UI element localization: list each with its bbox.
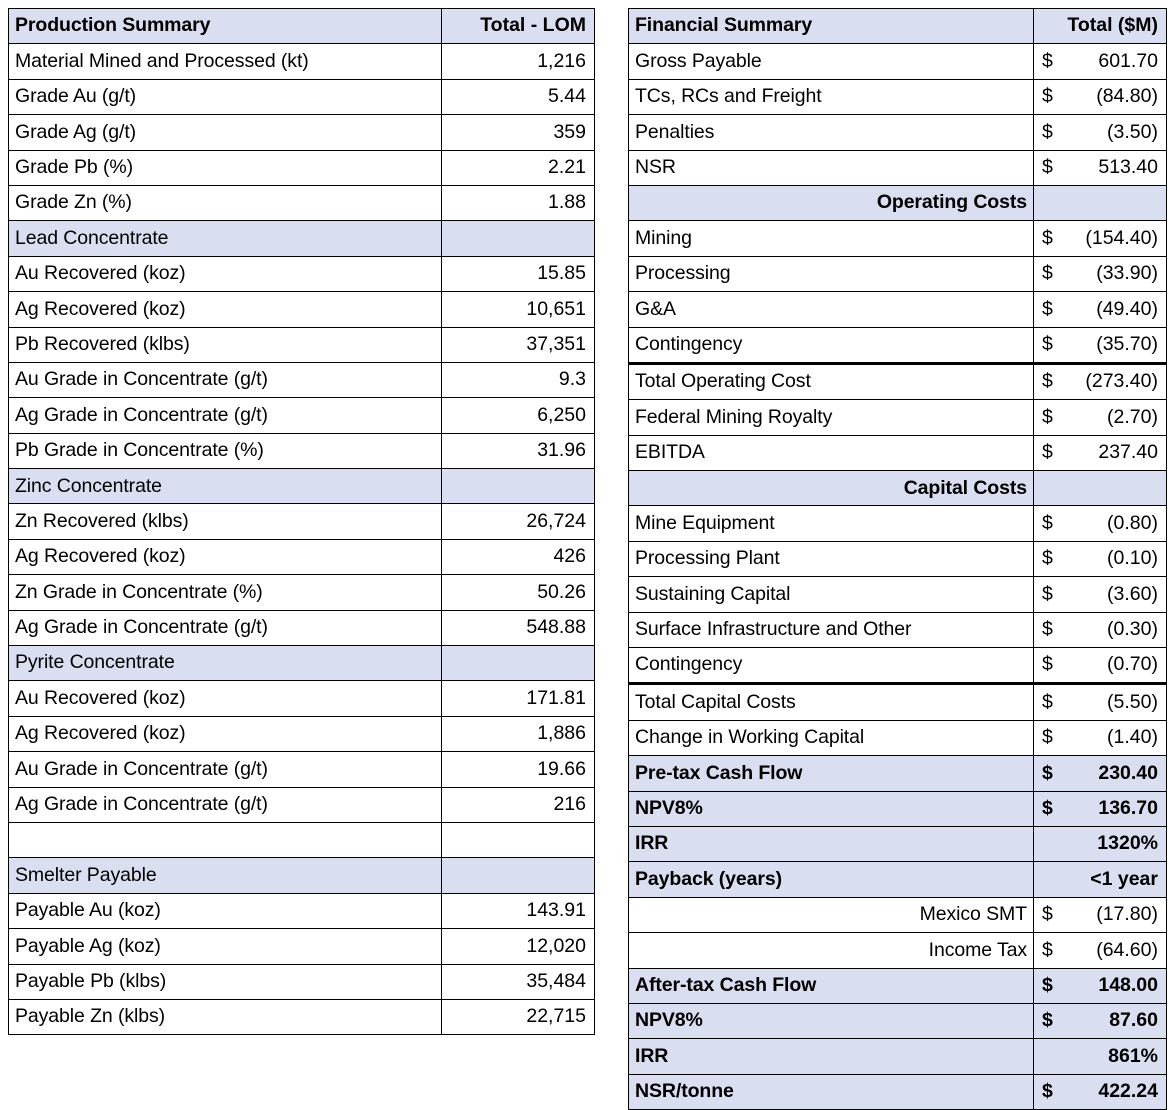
row-value: [1034, 327, 1167, 363]
table-row: [9, 964, 595, 999]
row-value: [1034, 612, 1167, 647]
currency-symbol: $: [1042, 1080, 1053, 1103]
table-row: [629, 541, 1167, 576]
table-row: [9, 433, 595, 468]
row-value: 19.66: [442, 752, 595, 787]
row-label: Pre-tax Cash Flow: [629, 756, 1034, 791]
currency-symbol: $: [1042, 441, 1053, 464]
table-row: [9, 292, 595, 327]
row-label: After-tax Cash Flow: [629, 968, 1034, 1003]
table-row: [629, 1039, 1167, 1074]
row-value: 359: [442, 115, 595, 150]
production-header-label: Production Summary: [9, 9, 442, 44]
row-label: Ag Recovered (koz): [9, 716, 442, 751]
row-label: Total Operating Cost: [629, 363, 1034, 399]
table-row: [629, 862, 1167, 897]
financial-header-row: [629, 9, 1167, 44]
currency-symbol: $: [1042, 1009, 1053, 1032]
table-row: [629, 791, 1167, 826]
table-row: [629, 684, 1167, 720]
financial-header-label: Financial Summary: [629, 9, 1034, 44]
table-row: [629, 577, 1167, 612]
row-label: Au Recovered (koz): [9, 256, 442, 291]
row-value: 9.3: [442, 362, 595, 397]
value-number: 513.40: [1098, 156, 1158, 178]
currency-symbol: $: [1042, 332, 1053, 355]
row-label: Grade Zn (%): [9, 185, 442, 220]
value-number: (0.80): [1107, 511, 1158, 534]
row-label: Zn Grade in Concentrate (%): [9, 575, 442, 610]
row-value: [1034, 933, 1167, 968]
currency-symbol: $: [1042, 156, 1053, 178]
row-value: 37,351: [442, 327, 595, 362]
row-label: Pyrite Concentrate: [9, 646, 442, 681]
table-row: [629, 435, 1167, 470]
currency-symbol: $: [1042, 653, 1053, 676]
value-number: 237.40: [1098, 441, 1158, 464]
row-label: Mining: [629, 221, 1034, 256]
table-row: [629, 756, 1167, 791]
table-row: [9, 787, 595, 822]
table-row: [629, 897, 1167, 932]
row-label: Zinc Concentrate: [9, 469, 442, 504]
row-value: [1034, 221, 1167, 256]
row-value: [1034, 150, 1167, 185]
row-value: [1034, 648, 1167, 684]
row-label: Payback (years): [629, 862, 1034, 897]
row-label: [9, 822, 442, 857]
table-row: [629, 506, 1167, 541]
currency-symbol: $: [1042, 85, 1053, 108]
row-value: [1034, 435, 1167, 470]
table-row: [9, 929, 595, 964]
production-header-value: Total - LOM: [442, 9, 595, 44]
currency-symbol: $: [1042, 903, 1053, 926]
row-label: Ag Grade in Concentrate (g/t): [9, 398, 442, 433]
table-row: [9, 256, 595, 291]
row-label: Processing: [629, 256, 1034, 291]
production-table-body: [9, 44, 595, 1035]
row-label: Income Tax: [629, 933, 1034, 968]
row-value: 50.26: [442, 575, 595, 610]
row-value: 6,250: [442, 398, 595, 433]
table-row: [629, 150, 1167, 185]
row-label: Gross Payable: [629, 44, 1034, 79]
financial-summary-table: [628, 8, 1167, 1110]
row-label: NPV8%: [629, 1003, 1034, 1038]
row-value: 1320%: [1034, 826, 1167, 861]
table-row: [629, 363, 1167, 399]
value-number: (2.70): [1107, 405, 1158, 428]
value-number: (0.70): [1107, 653, 1158, 676]
table-row: [9, 115, 595, 150]
currency-symbol: $: [1042, 370, 1053, 393]
table-row: [629, 256, 1167, 291]
currency-symbol: $: [1042, 49, 1053, 72]
row-value: 143.91: [442, 893, 595, 928]
currency-symbol: $: [1042, 405, 1053, 428]
row-label: Processing Plant: [629, 541, 1034, 576]
table-row: [9, 646, 595, 681]
table-row: [629, 968, 1167, 1003]
table-row: [9, 79, 595, 114]
row-label: Ag Grade in Concentrate (g/t): [9, 787, 442, 822]
value-number: (84.80): [1096, 85, 1158, 108]
table-row: [9, 362, 595, 397]
table-row: [629, 221, 1167, 256]
currency-symbol: $: [1042, 938, 1053, 961]
table-row: [629, 400, 1167, 435]
value-number: (1.40): [1107, 726, 1158, 749]
row-value: [1034, 756, 1167, 791]
row-value: [1034, 1074, 1167, 1109]
row-label: Grade Pb (%): [9, 150, 442, 185]
currency-symbol: $: [1042, 726, 1053, 749]
row-value: [442, 822, 595, 857]
row-value: 216: [442, 787, 595, 822]
row-label: Ag Recovered (koz): [9, 292, 442, 327]
row-label: Au Grade in Concentrate (g/t): [9, 362, 442, 397]
value-number: (3.60): [1107, 582, 1158, 605]
table-row: [9, 681, 595, 716]
row-value: 1.88: [442, 185, 595, 220]
value-number: 601.70: [1098, 49, 1158, 72]
production-table-head: [9, 9, 595, 44]
row-label: NSR/tonne: [629, 1074, 1034, 1109]
table-row: [629, 1003, 1167, 1038]
row-value: [442, 646, 595, 681]
table-row: [9, 539, 595, 574]
row-value: [1034, 363, 1167, 399]
row-value: 861%: [1034, 1039, 1167, 1074]
row-label: NPV8%: [629, 791, 1034, 826]
row-label: Grade Au (g/t): [9, 79, 442, 114]
row-label: Payable Ag (koz): [9, 929, 442, 964]
row-value: 426: [442, 539, 595, 574]
row-value: [1034, 791, 1167, 826]
row-value: [1034, 115, 1167, 150]
row-value: [1034, 44, 1167, 79]
row-value: 22,715: [442, 999, 595, 1034]
value-number: 148.00: [1098, 973, 1158, 996]
row-label: Payable Zn (klbs): [9, 999, 442, 1034]
table-row: [9, 999, 595, 1034]
table-row: [629, 185, 1167, 220]
currency-symbol: $: [1042, 226, 1053, 249]
currency-symbol: $: [1042, 797, 1053, 820]
row-value: [1034, 506, 1167, 541]
currency-symbol: $: [1042, 262, 1053, 285]
table-row: [629, 292, 1167, 327]
row-label: Au Recovered (koz): [9, 681, 442, 716]
row-value: [1034, 968, 1167, 1003]
currency-symbol: $: [1042, 297, 1053, 320]
table-row: [9, 504, 595, 539]
row-value: [1034, 720, 1167, 755]
row-value: 10,651: [442, 292, 595, 327]
row-value: 26,724: [442, 504, 595, 539]
table-row: [9, 398, 595, 433]
table-row: [9, 752, 595, 787]
row-label: Sustaining Capital: [629, 577, 1034, 612]
row-label: Mexico SMT: [629, 897, 1034, 932]
table-row: [629, 115, 1167, 150]
table-row: [9, 150, 595, 185]
row-value: 15.85: [442, 256, 595, 291]
row-label: Total Capital Costs: [629, 684, 1034, 720]
row-value: 1,216: [442, 44, 595, 79]
value-number: (3.50): [1107, 120, 1158, 143]
table-row: [629, 648, 1167, 684]
row-value: 548.88: [442, 610, 595, 645]
currency-symbol: $: [1042, 547, 1053, 570]
row-value: [442, 858, 595, 893]
table-row: [629, 720, 1167, 755]
row-label: Surface Infrastructure and Other: [629, 612, 1034, 647]
row-label: Capital Costs: [629, 471, 1034, 506]
value-number: (35.70): [1096, 332, 1158, 355]
currency-symbol: $: [1042, 690, 1053, 713]
row-value: [1034, 256, 1167, 291]
currency-symbol: $: [1042, 973, 1053, 996]
financial-table-head: [629, 9, 1167, 44]
table-row: [9, 575, 595, 610]
row-label: NSR: [629, 150, 1034, 185]
value-number: (273.40): [1085, 370, 1158, 393]
row-label: Pb Grade in Concentrate (%): [9, 433, 442, 468]
table-row: [9, 185, 595, 220]
table-row: [9, 469, 595, 504]
row-value: [1034, 185, 1167, 220]
table-row: [9, 221, 595, 256]
currency-symbol: $: [1042, 582, 1053, 605]
row-value: 35,484: [442, 964, 595, 999]
row-label: Contingency: [629, 648, 1034, 684]
row-value: 31.96: [442, 433, 595, 468]
row-value: [1034, 400, 1167, 435]
row-value: 171.81: [442, 681, 595, 716]
value-number: (64.60): [1096, 938, 1158, 961]
table-row: [9, 716, 595, 751]
row-label: EBITDA: [629, 435, 1034, 470]
row-label: Lead Concentrate: [9, 221, 442, 256]
table-row: [9, 610, 595, 645]
row-label: IRR: [629, 826, 1034, 861]
table-row: [629, 612, 1167, 647]
row-value: [1034, 897, 1167, 932]
row-label: TCs, RCs and Freight: [629, 79, 1034, 114]
production-summary-table: [8, 8, 595, 1035]
row-label: Zn Recovered (klbs): [9, 504, 442, 539]
production-header-row: [9, 9, 595, 44]
row-label: Contingency: [629, 327, 1034, 363]
currency-symbol: $: [1042, 761, 1053, 784]
financial-table-body: [629, 44, 1167, 1110]
value-number: (17.80): [1096, 903, 1158, 926]
table-row: [629, 79, 1167, 114]
table-row: [9, 858, 595, 893]
row-label: Federal Mining Royalty: [629, 400, 1034, 435]
row-value: 1,886: [442, 716, 595, 751]
row-label: Smelter Payable: [9, 858, 442, 893]
value-number: (154.40): [1085, 226, 1158, 249]
value-number: 422.24: [1098, 1080, 1158, 1103]
row-label: Material Mined and Processed (kt): [9, 44, 442, 79]
table-row: [629, 826, 1167, 861]
row-label: Payable Au (koz): [9, 893, 442, 928]
row-value: [1034, 684, 1167, 720]
table-row: [9, 893, 595, 928]
currency-symbol: $: [1042, 618, 1053, 641]
value-number: (49.40): [1096, 297, 1158, 320]
row-value: [1034, 471, 1167, 506]
value-number: (0.30): [1107, 618, 1158, 641]
row-label: Operating Costs: [629, 185, 1034, 220]
value-number: (0.10): [1107, 547, 1158, 570]
row-value: [442, 221, 595, 256]
row-value: 12,020: [442, 929, 595, 964]
value-number: 87.60: [1109, 1009, 1158, 1032]
table-row: [9, 44, 595, 79]
currency-symbol: $: [1042, 120, 1053, 143]
value-number: (5.50): [1107, 690, 1158, 713]
row-label: Mine Equipment: [629, 506, 1034, 541]
row-label: Au Grade in Concentrate (g/t): [9, 752, 442, 787]
table-row: [629, 44, 1167, 79]
row-value: 5.44: [442, 79, 595, 114]
table-row: [629, 327, 1167, 363]
row-value: [1034, 577, 1167, 612]
row-label: Pb Recovered (klbs): [9, 327, 442, 362]
table-row: [629, 471, 1167, 506]
row-label: IRR: [629, 1039, 1034, 1074]
value-number: (33.90): [1096, 262, 1158, 285]
row-value: [1034, 79, 1167, 114]
row-value: [1034, 292, 1167, 327]
row-label: Payable Pb (klbs): [9, 964, 442, 999]
row-value: [1034, 1003, 1167, 1038]
row-value: <1 year: [1034, 862, 1167, 897]
row-value: 2.21: [442, 150, 595, 185]
table-row: [629, 1074, 1167, 1109]
row-label: Ag Grade in Concentrate (g/t): [9, 610, 442, 645]
currency-symbol: $: [1042, 511, 1053, 534]
row-label: G&A: [629, 292, 1034, 327]
table-row: [629, 933, 1167, 968]
table-row: [9, 327, 595, 362]
table-row: [9, 822, 595, 857]
row-label: Grade Ag (g/t): [9, 115, 442, 150]
row-value: [1034, 541, 1167, 576]
value-number: 136.70: [1098, 797, 1158, 820]
row-label: Change in Working Capital: [629, 720, 1034, 755]
row-label: Penalties: [629, 115, 1034, 150]
row-value: [442, 469, 595, 504]
value-number: 230.40: [1098, 761, 1158, 784]
financial-header-value: Total ($M): [1034, 9, 1167, 44]
row-label: Ag Recovered (koz): [9, 539, 442, 574]
